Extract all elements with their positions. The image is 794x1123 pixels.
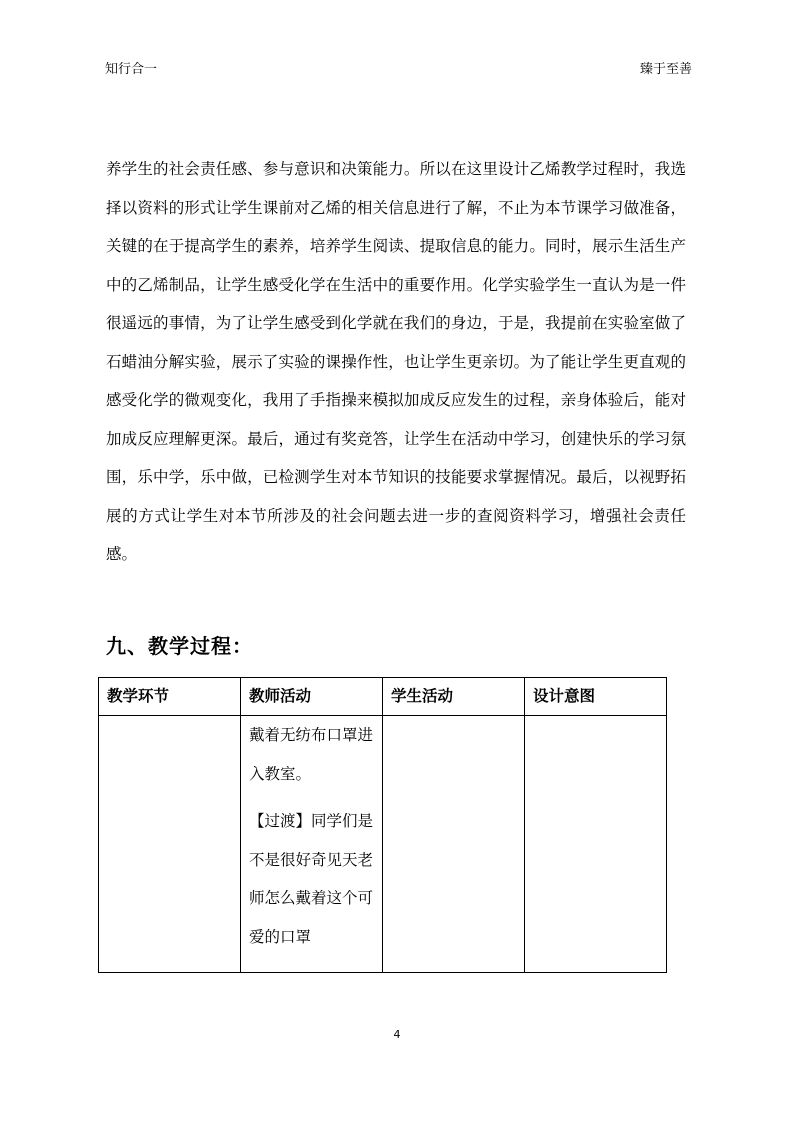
table-header-row	[99, 678, 667, 716]
body-paragraph: 养学生的社会责任感、参与意识和决策能力。所以在这里设计乙烯教学过程时，我选择以资料的形式让学生课前对乙烯的相关信息进行了解，不止为本节课学习做准备，关键的在于提高学生的素养，培养学生阅读、提取信息的能力。同时，展示生活生产中的乙烯制品，让学生感受化学在生活中的重要作用。化学实验学生一直认为是一件很遥远的事情，为了让学生感受到化学就在我们的身边，于是，我提前在实验室做了石蜡油分解实验，展示了实验的课操作性，也让学生更亲切。为了能让学生更直观的感受化学的微观变化，我用了手指操来模拟加成反应发生的过程，亲身体验后，能对加成反应理解更深。最后，通过有奖竞答，让学生在活动中学习，创建快乐的学习氛围，乐中学，乐中做，已检测学生对本节知识的技能要求掌握情况。最后，以视野拓展的方式让学生对本节所涉及的社会问题去进一步的查阅资料学习，增强社会责任感。	[106, 160, 686, 563]
page-number: 4	[393, 1028, 401, 1041]
table-row	[99, 716, 667, 973]
cell-teacher-activity	[241, 716, 383, 973]
teaching-process-table	[98, 677, 667, 973]
teacher-activity-text-2: 【过渡】同学们是不是很好奇见天老师怎么戴着这个可爱的口罩	[249, 812, 374, 946]
header-student-activity: 学生活动	[383, 678, 525, 716]
header-teacher-activity: 教师活动	[241, 678, 383, 716]
header-right-motto: 臻于至善	[640, 62, 693, 77]
cell-design-intent	[525, 716, 667, 973]
header-design-intent: 设计意图	[525, 678, 667, 716]
teacher-activity-text-1: 戴着无纺布口罩进入教室。	[249, 726, 374, 783]
cell-teaching-stage	[99, 716, 241, 973]
section-title: 九、教学过程：	[106, 634, 253, 658]
header-teaching-stage: 教学环节	[99, 678, 241, 716]
cell-student-activity	[383, 716, 525, 973]
header-left-motto: 知行合一	[105, 62, 158, 77]
